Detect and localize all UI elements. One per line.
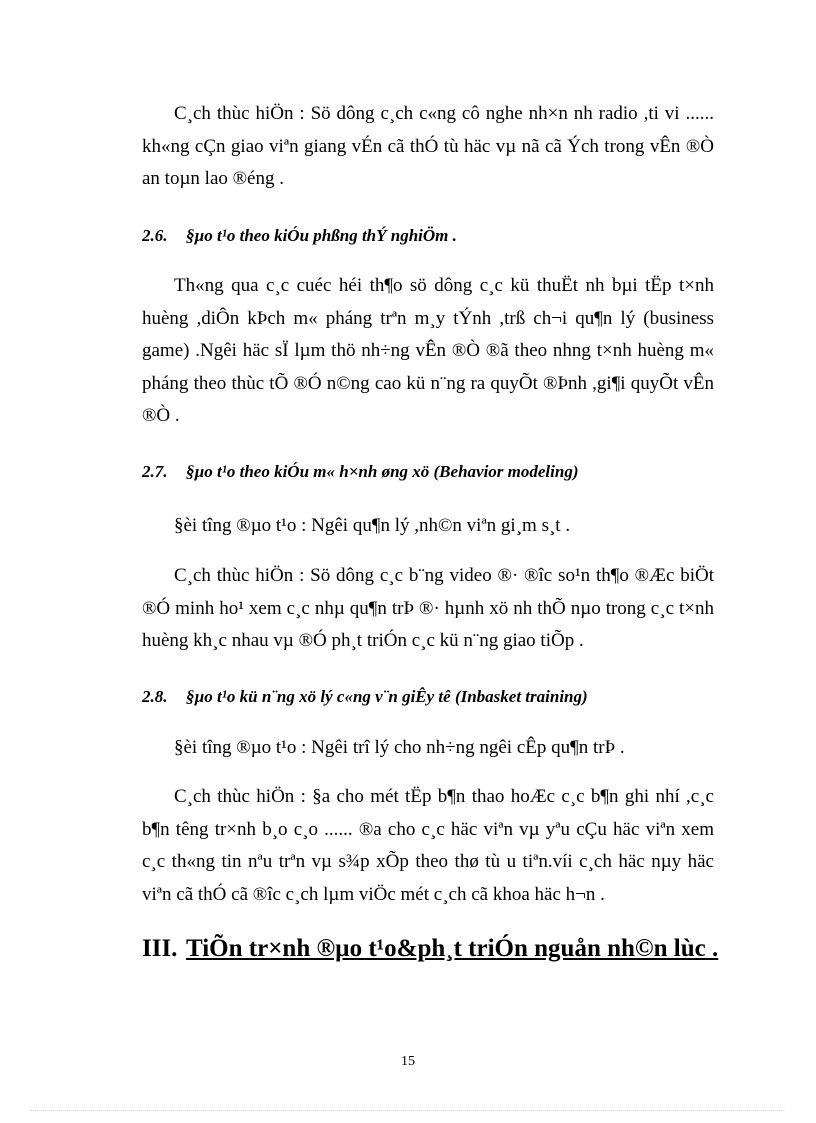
heading-text: §µo t¹o theo kiÓu m« h×nh øng xö (Behavior modeling): [186, 462, 579, 481]
heading-text: §µo t¹o theo kiÓu phßng thÝ nghiÖm .: [186, 226, 457, 245]
paragraph-target-managers: §èi tîng ®µo t¹o : Ngêi qu¶n lý ,nh©n viªn gi¸m s¸t .: [174, 515, 571, 536]
paragraph-lab-training: Th«ng qua c¸c cuéc héi th¶o sö dông c¸c kü thuËt nh bµi tËp t×nh huèng ,diÔn kÞch m« pháng trªn m¸y tÝnh ,trß ch¬i qu¶n lý (business game) .Ngêi häc sÏ lµm thö nh÷ng vÊn ®Ò ®ã theo nhng t×nh huèng m« pháng theo thùc tÕ ®Ó n©ng cao kü n¨ng ra quyÕt ®Þnh ,gi¶i quyÕt vÊn ®Ò .: [142, 275, 714, 426]
page-bottom-divider: [30, 1110, 786, 1111]
paragraph-method-video: C¸ch thùc hiÖn : Sö dông c¸c b¨ng video ®· ®îc so¹n th¶o ®Æc biÖt ®Ó minh ho¹ xem c¸c nhµ qu¶n trÞ ®· hµnh xö nh thÕ nµo trong c¸c t×nh huèng kh¸c nhau vµ ®Ó ph¸t triÓn c¸c kü n¨ng giao tiÕp .: [142, 565, 714, 651]
section-text: TiÕn tr×nh ®µo t¹o&ph¸t triÓn nguån nh©n lùc .: [186, 935, 719, 962]
heading-number: 2.8.: [142, 687, 168, 706]
page-number: 15: [401, 1054, 415, 1069]
heading-text: §µo t¹o kü n¨ng xö lý c«ng v¨n giÊy tê (Inbasket training): [186, 687, 588, 706]
heading-2-6: [142, 226, 714, 246]
section-title-iii: [142, 935, 718, 963]
heading-number: 2.7.: [142, 462, 168, 481]
section-number: III.: [142, 935, 178, 962]
heading-number: 2.6.: [142, 226, 168, 245]
heading-2-7: [142, 462, 714, 482]
paragraph-method-audiovisual: C¸ch thùc hiÖn : Sö dông c¸ch c«ng cô nghe nh×n nh radio ,ti vi ...... kh«ng cÇn giao viªn giang vÉn cã thÓ tù häc vµ nã cã Ých trong vÊn ®Ò an toµn lao ®éng .: [142, 103, 714, 189]
paragraph-target-assistants: §èi tîng ®µo t¹o : Ngêi trî lý cho nh÷ng ngêi cÊp qu¶n trÞ .: [174, 737, 625, 758]
paragraph-method-inbasket: C¸ch thùc hiÖn : §a cho mét tËp b¶n thao hoÆc c¸c b¶n ghi nhí ,c¸c b¶n têng tr×nh b¸o c¸o ...... ®a cho c¸c häc viªn vµ yªu cÇu häc viªn xem c¸c th«ng tin nªu trªn vµ s¾p xÕp theo thø tù u tiªn.víi c¸ch häc nµy häc viªn cã thÓ cã ®îc c¸ch lµm viÖc mét c¸ch cã khoa häc h¬n .: [142, 786, 714, 905]
heading-2-8: [142, 687, 714, 707]
